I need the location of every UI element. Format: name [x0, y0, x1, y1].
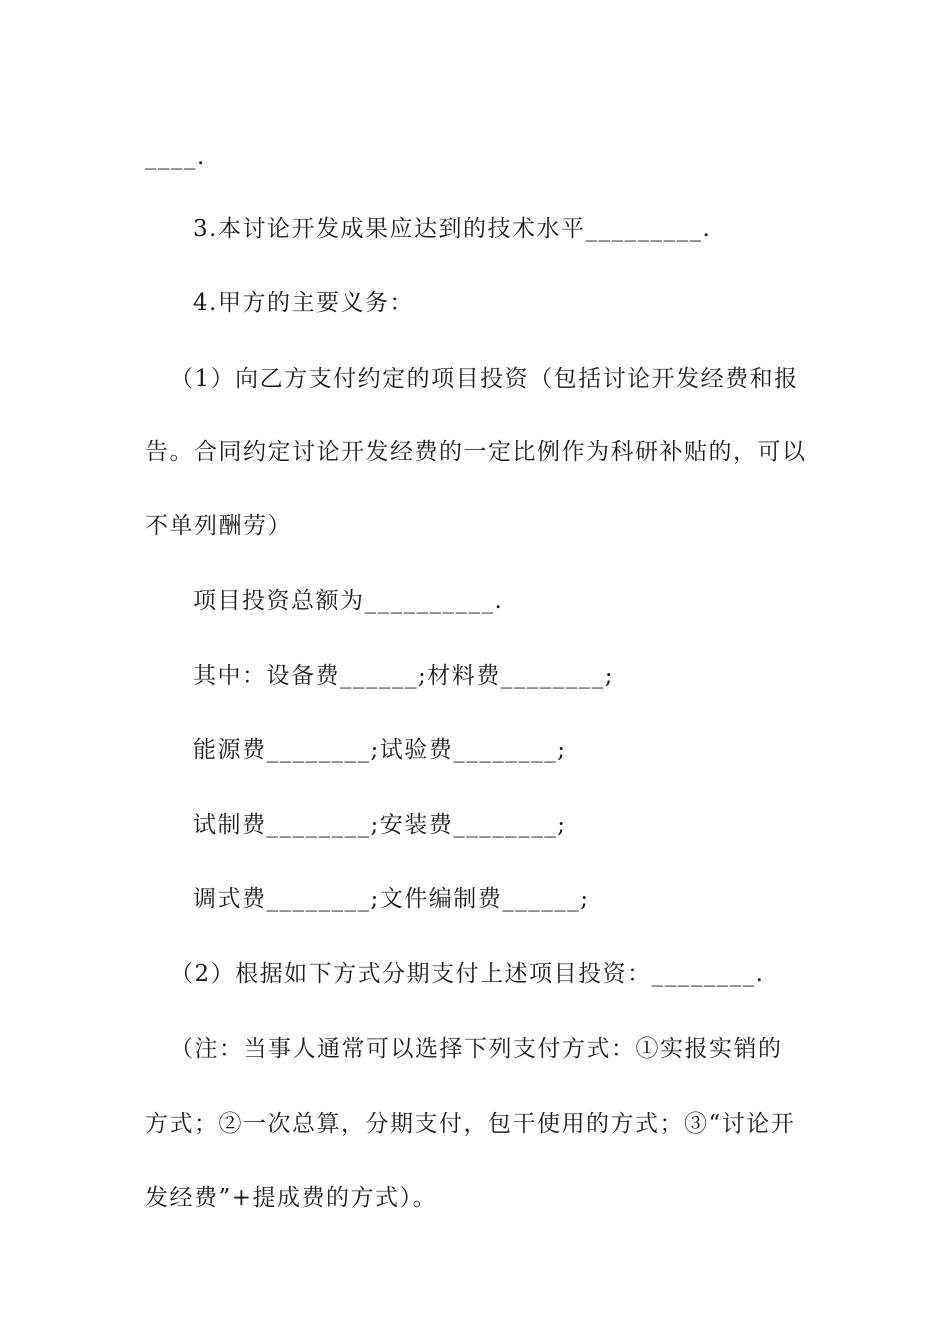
text-line-item-4: 4.甲方的主要义务：: [193, 290, 414, 316]
text-line-blank-end: ____.: [145, 144, 206, 170]
text-line-note-cont-1: 方式；②一次总算，分期支付，包干使用的方式；③“讨论开: [145, 1111, 796, 1137]
text-line-note-cont-2: 发经费”+提成费的方式）。: [145, 1185, 438, 1211]
text-line-total-investment: 项目投资总额为__________.: [193, 588, 504, 614]
text-line-energy-test: 能源费________;试验费________;: [193, 737, 567, 763]
text-line-debug-doc: 调式费________;文件编制费______;: [193, 886, 590, 912]
text-line-item-3: 3.本讨论开发成果应达到的技术水平_________.: [193, 216, 712, 242]
text-line-equipment-material: 其中：设备费______;材料费________;: [193, 663, 614, 689]
text-line-clause-1-cont-1: 告。合同约定讨论开发经费的一定比例作为科研补贴的，可以: [145, 439, 807, 465]
text-line-clause-2: （2）根据如下方式分期支付上述项目投资：________.: [170, 961, 765, 987]
text-line-note: （注：当事人通常可以选择下列支付方式：①实报实销的: [170, 1036, 783, 1062]
text-line-trial-install: 试制费________;安装费________;: [193, 812, 567, 838]
text-line-clause-1-cont-2: 不单列酬劳）: [145, 513, 292, 539]
text-line-clause-1: （1）向乙方支付约定的项目投资（包括讨论开发经费和报: [170, 366, 799, 392]
